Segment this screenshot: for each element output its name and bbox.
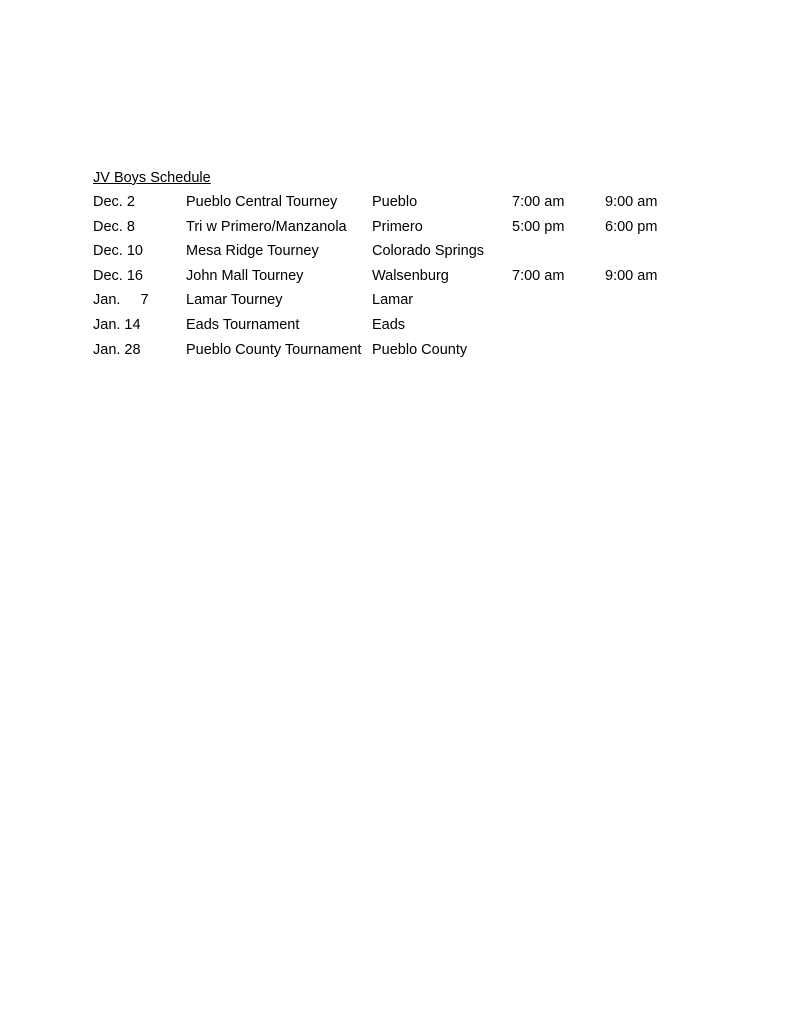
row-location: Walsenburg: [372, 267, 449, 284]
row-location: Colorado Springs: [372, 243, 485, 260]
row-end: 9:00 am: [605, 194, 658, 210]
row-location: Pueblo County: [372, 341, 468, 358]
row-date: Dec. 10: [93, 243, 143, 260]
row-end: 9:00 am: [605, 267, 658, 284]
row-start: 7:00 am: [512, 194, 565, 210]
row-start: 7:00 am: [512, 267, 565, 284]
row-end: 6:00 pm: [605, 218, 658, 235]
row-date: Dec. 2: [93, 194, 135, 210]
row-location: Primero: [372, 218, 423, 235]
row-date: Jan. 14: [93, 316, 141, 333]
row-date: Dec. 16: [93, 267, 143, 284]
row-event: Pueblo County Tournament: [186, 341, 362, 358]
row-location: Lamar: [372, 292, 414, 309]
row-event: Tri w Primero/Manzanola: [186, 218, 347, 235]
schedule-title: JV Boys Schedule: [93, 170, 211, 186]
row-event: Eads Tournament: [186, 316, 300, 333]
row-date: Jan. 7: [93, 292, 149, 309]
row-event: John Mall Tourney: [186, 267, 304, 284]
row-start: 5:00 pm: [512, 218, 565, 235]
row-date: Jan. 28: [93, 341, 141, 358]
row-location: Eads: [372, 316, 406, 333]
row-date: Dec. 8: [93, 218, 135, 235]
row-event: Mesa Ridge Tourney: [186, 243, 319, 260]
row-event: Pueblo Central Tourney: [186, 194, 338, 210]
row-location: Pueblo: [372, 194, 418, 210]
row-event: Lamar Tourney: [186, 292, 283, 309]
